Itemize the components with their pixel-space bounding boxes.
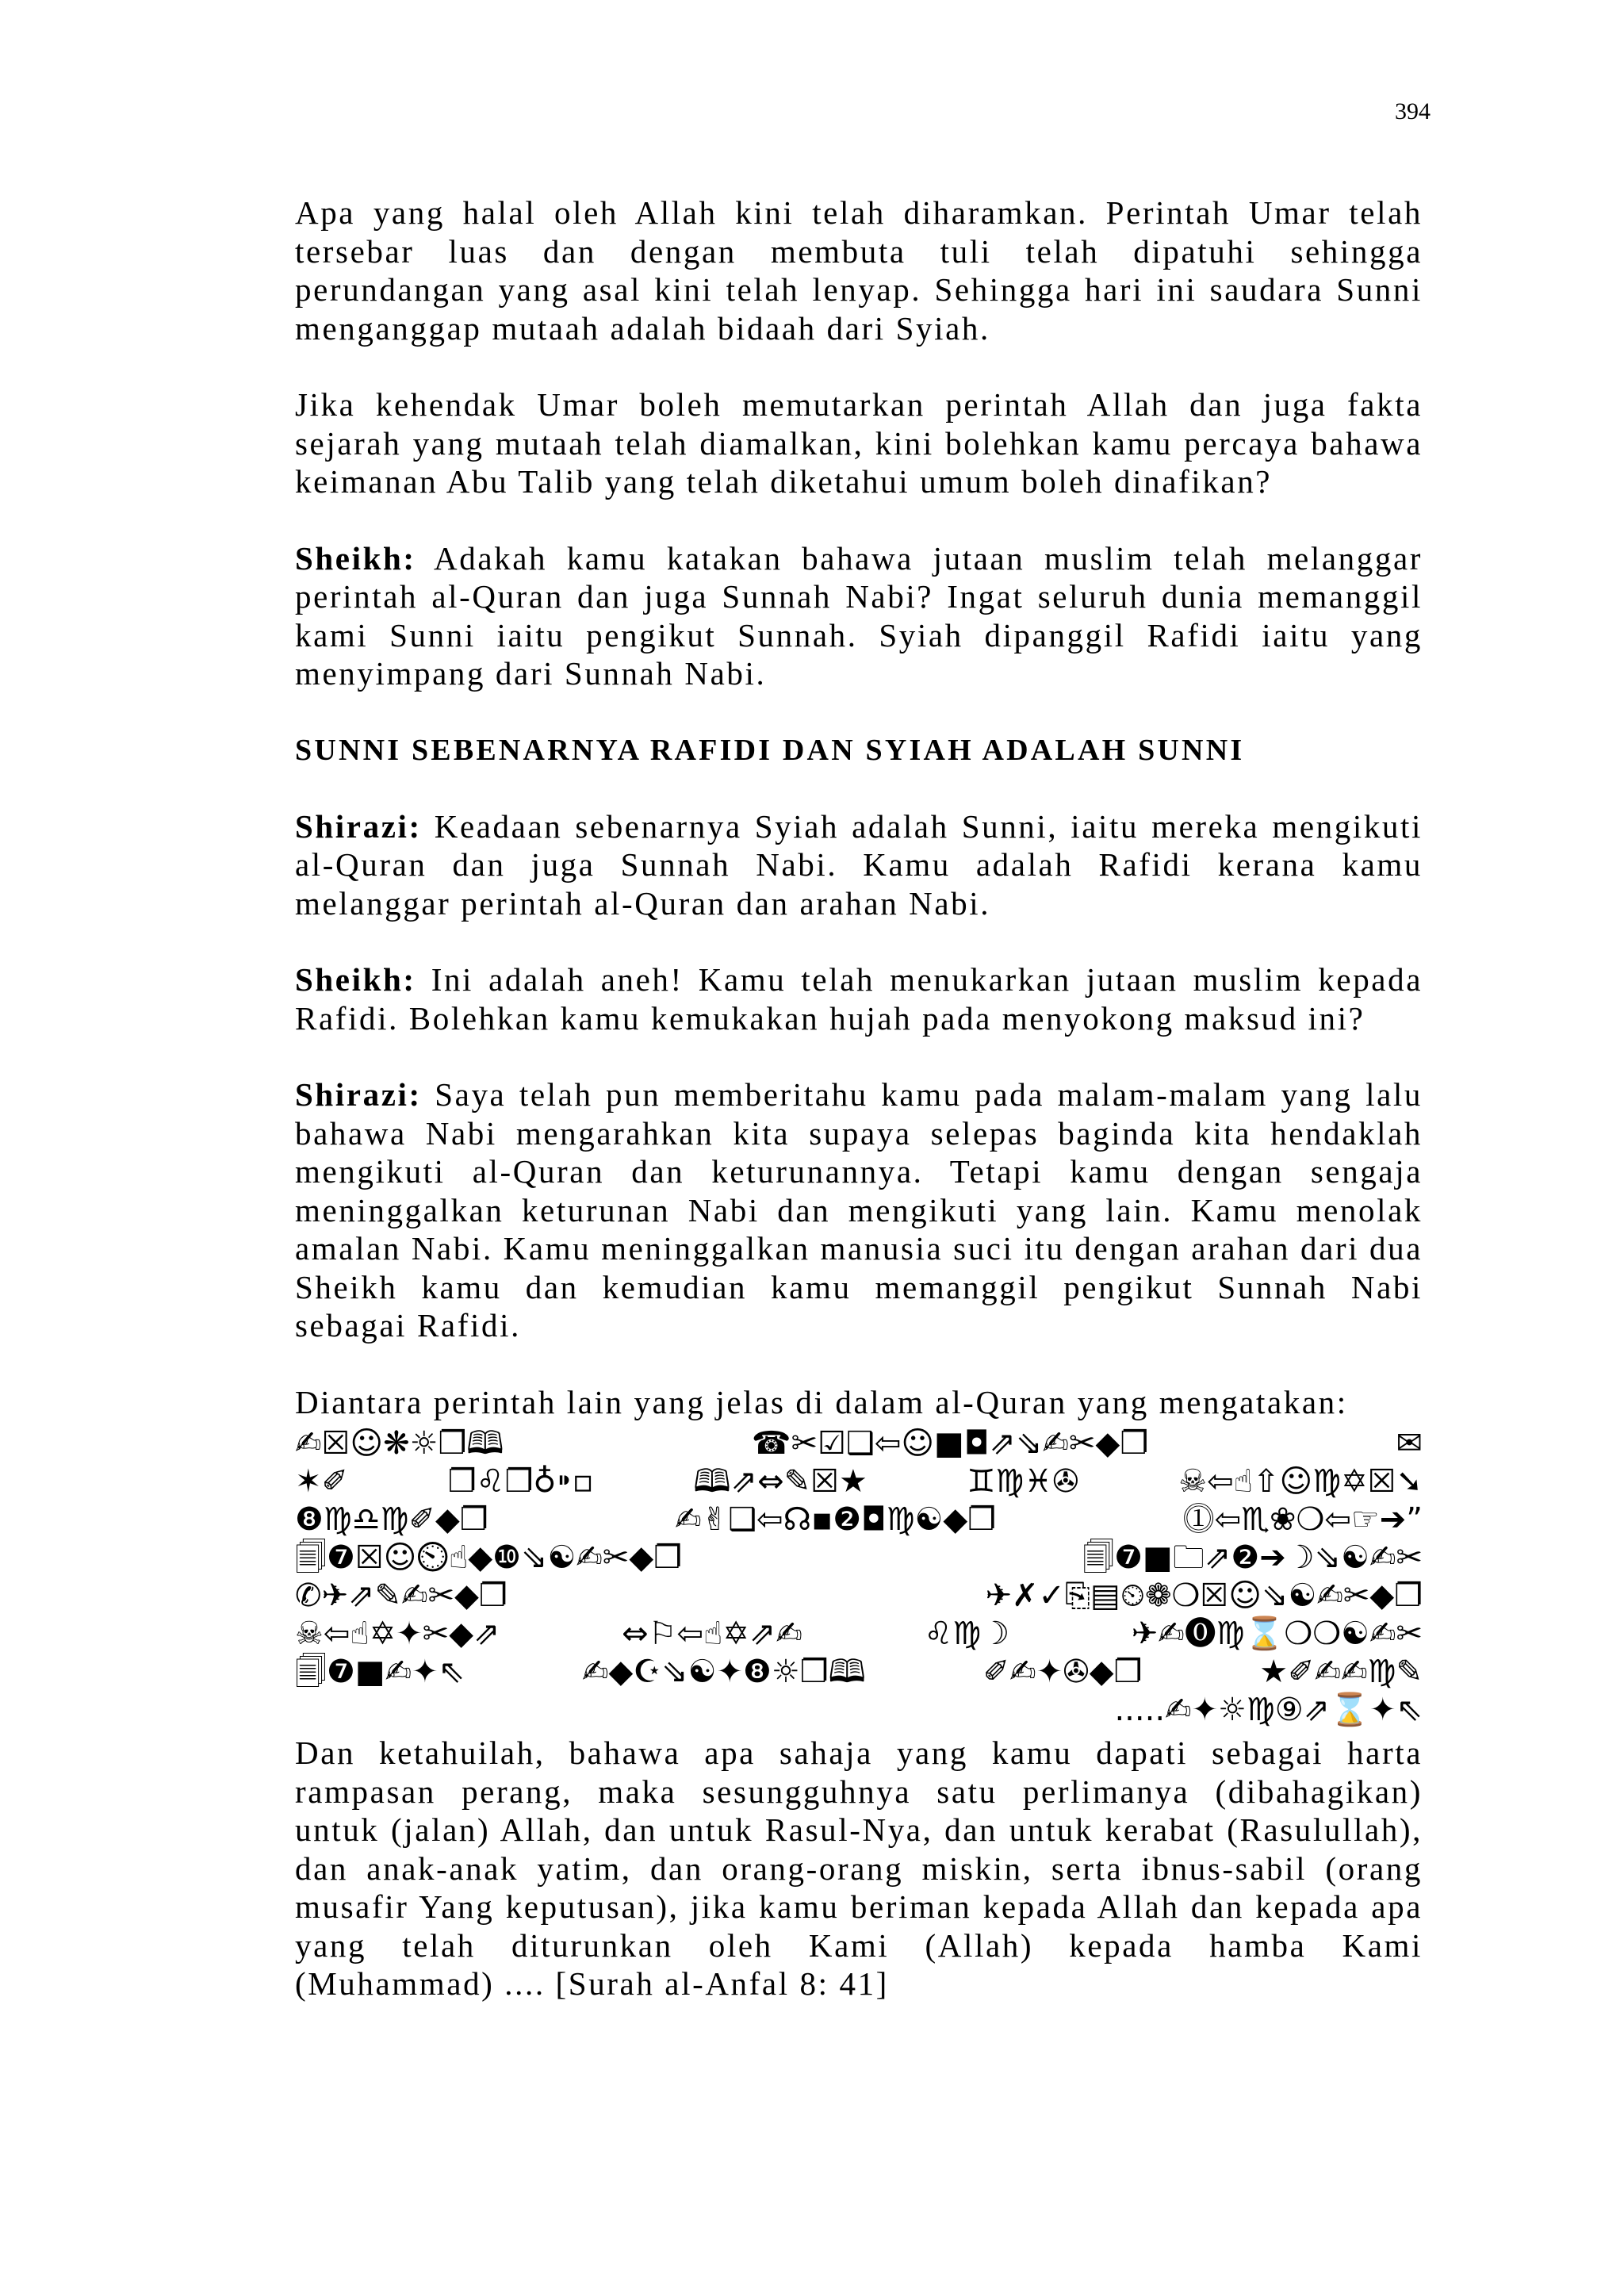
arabic-verse-word: 🗐❼■✍✦⇖ (295, 1654, 465, 1690)
arabic-verse-line (295, 1577, 1423, 1615)
arabic-verse-word: ⓵⇦♏❀❍⇦☞➔” (1182, 1501, 1423, 1538)
paragraph-5 (295, 960, 1423, 1037)
document-body (295, 194, 1423, 2041)
section-heading: SUNNI SEBENARNYA RAFIDI DAN SYIAH ADALAH SUNNI (295, 733, 1245, 767)
arabic-verse-word: ✉ (1396, 1425, 1423, 1462)
arabic-verse-word: ✍☒☺❋☼❐🕮 (295, 1425, 504, 1462)
paragraph-text: Saya telah pun memberitahu kamu pada malam-malam yang lalu bahawa Nabi mengarahkan kita supaya selepas baginda kita hendaklah mengikuti al-Quran dan keturunannya. Tetapi kamu dengan sengaja meninggalkan keturunan Nabi dan mengikuti yang lain. Kamu menolak amalan Nabi. Kamu meninggalkan manusia suci itu dengan arahan dari dua Sheikh kamu dan kemudian kamu memanggil pengikut Sunnah Nabi sebagai Rafidi. (295, 1076, 1423, 1343)
arabic-verse-word: 🕮⇗⇔✎☒★ (693, 1463, 868, 1500)
arabic-verse-word: ♊♍♓✇ (967, 1463, 1079, 1500)
arabic-verse-line (295, 1691, 1423, 1729)
speaker-label: Sheikh: (295, 961, 416, 998)
arabic-verse-word: ✍✌❑⇦☊▪❷◘♍☯◆❐ (675, 1501, 997, 1538)
paragraph-3 (295, 539, 1423, 693)
paragraph-text: Adakah kamu katakan bahawa jutaan muslim telah melanggar perintah al-Quran dan juga Sunnah Nabi? Ingat seluruh dunia memanggil kami Sunni iaitu pengikut Sunnah. Syiah dipanggil Rafidi iaitu yang menyimpang dari Sunnah Nabi. (295, 539, 1423, 692)
arabic-verse-line (295, 1539, 1423, 1577)
paragraph-4 (295, 807, 1423, 923)
arabic-verse-word: ☠⇦☝⇧☺♍✡☒➘ (1178, 1463, 1423, 1500)
arabic-verse-word: ☎✂☑❑⇦☺■◘⇗⇘✍✂◆❐ (751, 1425, 1149, 1462)
arabic-verse-word: 🗐❼■🗀⇗❷➔☽⇘☯✍✂ (1082, 1539, 1423, 1576)
page-number: 394 (1395, 98, 1431, 125)
arabic-verse-word: ✆✈⇗✎✍✂◆❐ (295, 1577, 508, 1614)
arabic-verse-block (295, 1424, 1423, 1729)
paragraph-7: Diantara perintah lain yang jelas di dalam al-Quran yang mengatakan: (295, 1383, 1348, 1420)
paragraph-2: Jika kehendak Umar boleh memutarkan perintah Allah dan juga fakta sejarah yang mutaah telah diamalkan, kini bolehkan kamu percaya bahawa keimanan Abu Talib yang telah diketahui umum boleh dinafikan? (295, 386, 1423, 500)
arabic-verse-word: ❐♌❐♁⁍▫ (447, 1463, 594, 1500)
speaker-label: Shirazi: (295, 807, 422, 845)
speaker-label: Shirazi: (295, 1076, 422, 1113)
speaker-label: Sheikh: (295, 539, 416, 577)
arabic-verse-word: ⇔⚐⇦☝✡⇗✍ (622, 1616, 802, 1652)
paragraph-1: Apa yang halal oleh Allah kini telah diharamkan. Perintah Umar telah tersebar luas dan dengan membuta tuli telah dipatuhi sehingga perundangan yang asal kini telah lenyap. Sehingga hari ini saudara Sunni menganggap mutaah adalah bidaah dari Syiah. (295, 194, 1423, 347)
arabic-verse-word: ✶✐ (295, 1463, 349, 1500)
arabic-verse-word: ★✐✍✍♍✎ (1259, 1654, 1423, 1690)
paragraph-6 (295, 1075, 1423, 1345)
arabic-verse-line (295, 1424, 1423, 1462)
arabic-verse-line (295, 1501, 1423, 1539)
arabic-verse-word: ♌♍☽ (924, 1616, 1010, 1652)
arabic-verse-line (295, 1653, 1423, 1691)
paragraph-text: Keadaan sebenarnya Syiah adalah Sunni, iaitu mereka mengikuti al-Quran dan juga Sunnah Nabi. Kamu adalah Rafidi kerana kamu melanggar perintah al-Quran dan arahan Nabi. (295, 807, 1423, 922)
arabic-verse-word: ❽♍♎♍✐◆❐ (295, 1501, 488, 1538)
arabic-verse-line (295, 1615, 1423, 1653)
arabic-verse-word: ☠⇦☝✡✦✂◆⇗ (295, 1616, 500, 1652)
arabic-verse-line (295, 1462, 1423, 1501)
paragraph-text: Ini adalah aneh! Kamu telah menukarkan jutaan muslim kepada Rafidi. Bolehkan kamu kemukakan hujah pada menyokong maksud ini? (295, 961, 1423, 1037)
arabic-verse-word: ✈✗✓⎘▤⏲❁❍☒☺⇘☯✍✂◆❐ (985, 1577, 1423, 1614)
arabic-verse-word: ✍◆☪⇘☯✦❽☼❐🕮 (582, 1654, 866, 1690)
arabic-verse-word: ✈✍⓿♍⌛❍❍☯✍✂ (1131, 1616, 1423, 1652)
arabic-verse-word: 🗐❼☒☺⏲☝◆❿⇘☯✍✂◆❐ (295, 1539, 682, 1576)
arabic-verse-word: ✐✍✦✇◆❐ (982, 1654, 1143, 1690)
arabic-verse-word: .....✍✦☼♍⑨⇗⌛✦⇖ (1114, 1692, 1423, 1728)
paragraph-8: Dan ketahuilah, bahawa apa sahaja yang kamu dapati sebagai harta rampasan perang, maka sesungguhnya satu perlimanya (dibahagikan) untuk (jalan) Allah, dan untuk Rasul-Nya, dan untuk kerabat (Rasulullah), dan anak-anak yatim, dan orang-orang miskin, serta ibnus-sabil (orang musafir Yang keputusan), jika kamu beriman kepada Allah dan kepada apa yang telah diturunkan oleh Kami (Allah) kepada hamba Kami (Muhammad) .... [Surah al-Anfal 8: 41] (295, 1734, 1423, 2002)
